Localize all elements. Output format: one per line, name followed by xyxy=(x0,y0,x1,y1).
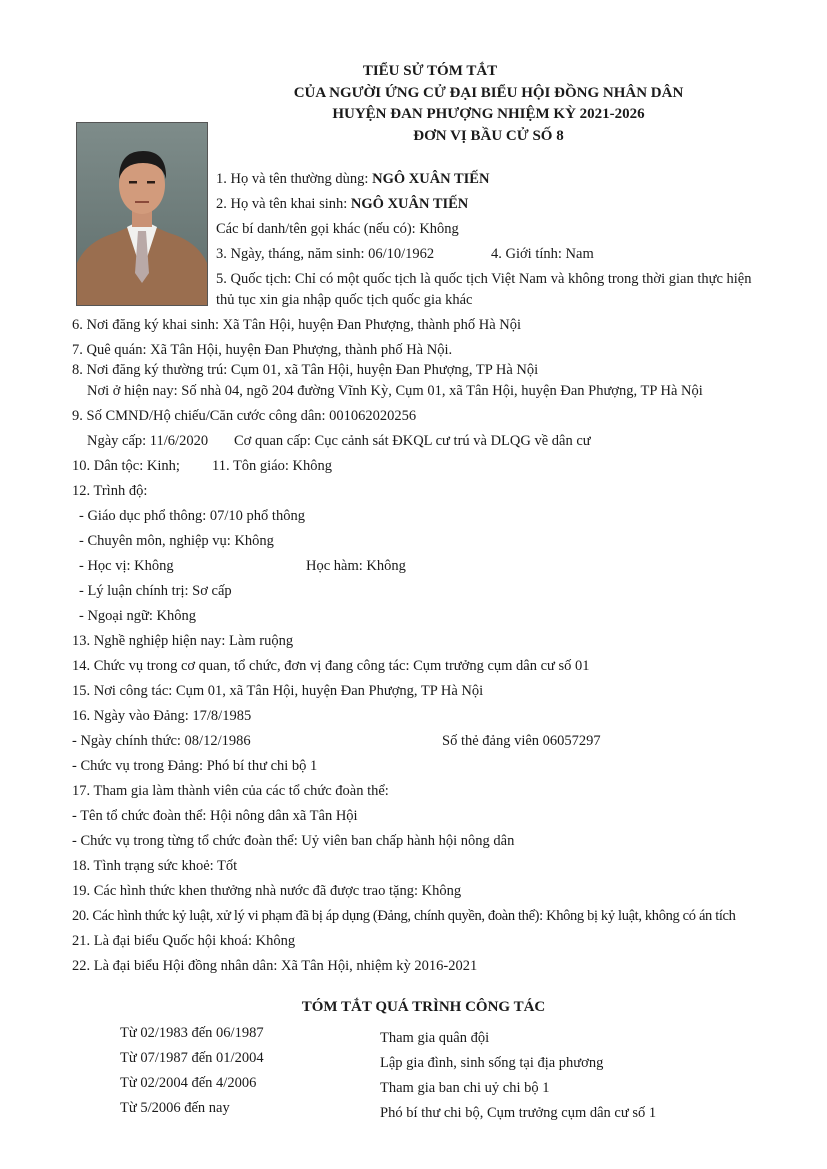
field-permanent-residence: 8. Nơi đăng ký thường trú: Cụm 01, xã Tân Hội, huyện Đan Phượng, TP Hà Nội xyxy=(72,362,539,378)
field-awards: 19. Các hình thức khen thưởng nhà nước đã được trao tặng: Không xyxy=(72,883,462,899)
field-nationality-line-2: thủ tục xin gia nhập quốc tịch quốc gia khác xyxy=(216,292,473,308)
doc-title-line-2: CỦA NGƯỜI ỨNG CỬ ĐẠI BIỂU HỘI ĐỒNG NHÂN DÂN xyxy=(293,85,684,101)
field-professional-skill: - Chuyên môn, nghiệp vụ: Không xyxy=(79,533,274,549)
field-political-theory: - Lý luận chính trị: Sơ cấp xyxy=(79,583,232,599)
field-birth-name-value: NGÔ XUÂN TIẾN xyxy=(350,196,469,212)
field-health: 18. Tình trạng sức khoẻ: Tốt xyxy=(72,858,238,874)
field-party-join-date: 16. Ngày vào Đảng: 17/8/1985 xyxy=(72,708,252,724)
candidate-portrait-photo xyxy=(76,122,208,306)
career-row-period: Từ 07/1987 đến 01/2004 xyxy=(120,1050,264,1066)
field-workplace: 15. Nơi công tác: Cụm 01, xã Tân Hội, huyện Đan Phượng, TP Hà Nội xyxy=(72,683,484,699)
field-party-position: - Chức vụ trong Đảng: Phó bí thư chi bộ 1 xyxy=(72,758,318,774)
field-peoples-council: 22. Là đại biểu Hội đồng nhân dân: Xã Tân Hội, nhiệm kỳ 2016-2021 xyxy=(72,958,478,974)
field-alias: Các bí danh/tên gọi khác (nếu có): Không xyxy=(216,221,459,237)
field-general-education: - Giáo dục phổ thông: 07/10 phổ thông xyxy=(79,508,305,524)
field-organization-name: - Tên tổ chức đoàn thể: Hội nông dân xã Tân Hội xyxy=(72,808,358,824)
field-education-heading: 12. Trình độ: xyxy=(72,483,148,499)
field-occupation: 13. Nghề nghiệp hiện nay: Làm ruộng xyxy=(72,633,294,649)
career-row-description: Tham gia ban chi uỷ chi bộ 1 xyxy=(380,1080,550,1096)
field-hometown: 7. Quê quán: Xã Tân Hội, huyện Đan Phượng, thành phố Hà Nội. xyxy=(72,342,453,358)
field-id-number: 9. Số CMND/Hộ chiếu/Căn cước công dân: 001062020256 xyxy=(72,408,417,424)
field-birth-name xyxy=(216,196,468,213)
field-gender: 4. Giới tính: Nam xyxy=(491,246,594,262)
career-row-period: Từ 02/2004 đến 4/2006 xyxy=(120,1075,257,1091)
field-nationality-line-1: 5. Quốc tịch: Chỉ có một quốc tịch là quốc tịch Việt Nam và không trong thời gian thực hiện xyxy=(216,271,752,287)
field-common-name-label: 1. Họ và tên thường dùng: xyxy=(216,171,373,187)
field-current-residence: Nơi ở hiện nay: Số nhà 04, ngõ 204 đường Vĩnh Kỳ, Cụm 01, xã Tân Hội, huyện Đan Phượng, TP Hà Nội xyxy=(87,383,703,399)
field-birth-registration: 6. Nơi đăng ký khai sinh: Xã Tân Hội, huyện Đan Phượng, thành phố Hà Nội xyxy=(72,317,522,333)
field-id-issue-agency: Cơ quan cấp: Cục cảnh sát ĐKQL cư trú và DLQG về dân cư xyxy=(234,433,591,449)
doc-title-line-4: ĐƠN VỊ BẦU CỬ SỐ 8 xyxy=(413,128,564,144)
doc-title-line-1: TIỂU SỬ TÓM TẮT xyxy=(362,63,498,79)
field-party-official-date: - Ngày chính thức: 08/12/1986 xyxy=(72,733,251,749)
field-national-assembly: 21. Là đại biểu Quốc hội khoá: Không xyxy=(72,933,296,949)
field-birth-name-label: 2. Họ và tên khai sinh: xyxy=(216,196,351,212)
field-academic-degree: - Học vị: Không xyxy=(79,558,174,574)
field-organizations-heading: 17. Tham gia làm thành viên của các tổ chức đoàn thể: xyxy=(72,783,389,799)
field-position: 14. Chức vụ trong cơ quan, tổ chức, đơn vị đang công tác: Cụm trưởng cụm dân cư số 01 xyxy=(72,658,590,674)
field-organization-position: - Chức vụ trong từng tổ chức đoàn thể: Uỷ viên ban chấp hành hội nông dân xyxy=(72,833,515,849)
field-id-issue-date: Ngày cấp: 11/6/2020 xyxy=(87,433,209,449)
career-row-description: Lập gia đình, sinh sống tại địa phương xyxy=(380,1055,604,1071)
field-party-card-number: Số thẻ đảng viên 06057297 xyxy=(442,733,601,749)
career-row-period: Từ 5/2006 đến nay xyxy=(120,1100,230,1116)
field-discipline: 20. Các hình thức kỷ luật, xử lý vi phạm đã bị áp dụng (Đảng, chính quyền, đoàn thể): Không bị kỷ luật, không có án tích xyxy=(72,908,736,924)
field-ethnicity: 10. Dân tộc: Kinh; xyxy=(72,458,180,474)
doc-title-line-3: HUYỆN ĐAN PHƯỢNG NHIỆM KỲ 2021-2026 xyxy=(332,106,645,122)
field-common-name-value: NGÔ XUÂN TIẾN xyxy=(372,171,490,187)
career-summary-title: TÓM TẮT QUÁ TRÌNH CÔNG TÁC xyxy=(301,999,546,1015)
field-foreign-language: - Ngoại ngữ: Không xyxy=(79,608,196,624)
career-row-period: Từ 02/1983 đến 06/1987 xyxy=(120,1025,264,1041)
field-religion: 11. Tôn giáo: Không xyxy=(212,458,333,474)
career-row-description: Phó bí thư chi bộ, Cụm trưởng cụm dân cư số 1 xyxy=(380,1105,657,1121)
field-birth-date: 3. Ngày, tháng, năm sinh: 06/10/1962 xyxy=(216,246,435,262)
field-academic-rank: Học hàm: Không xyxy=(306,558,406,574)
field-common-name xyxy=(216,171,489,188)
career-row-description: Tham gia quân đội xyxy=(380,1030,490,1046)
